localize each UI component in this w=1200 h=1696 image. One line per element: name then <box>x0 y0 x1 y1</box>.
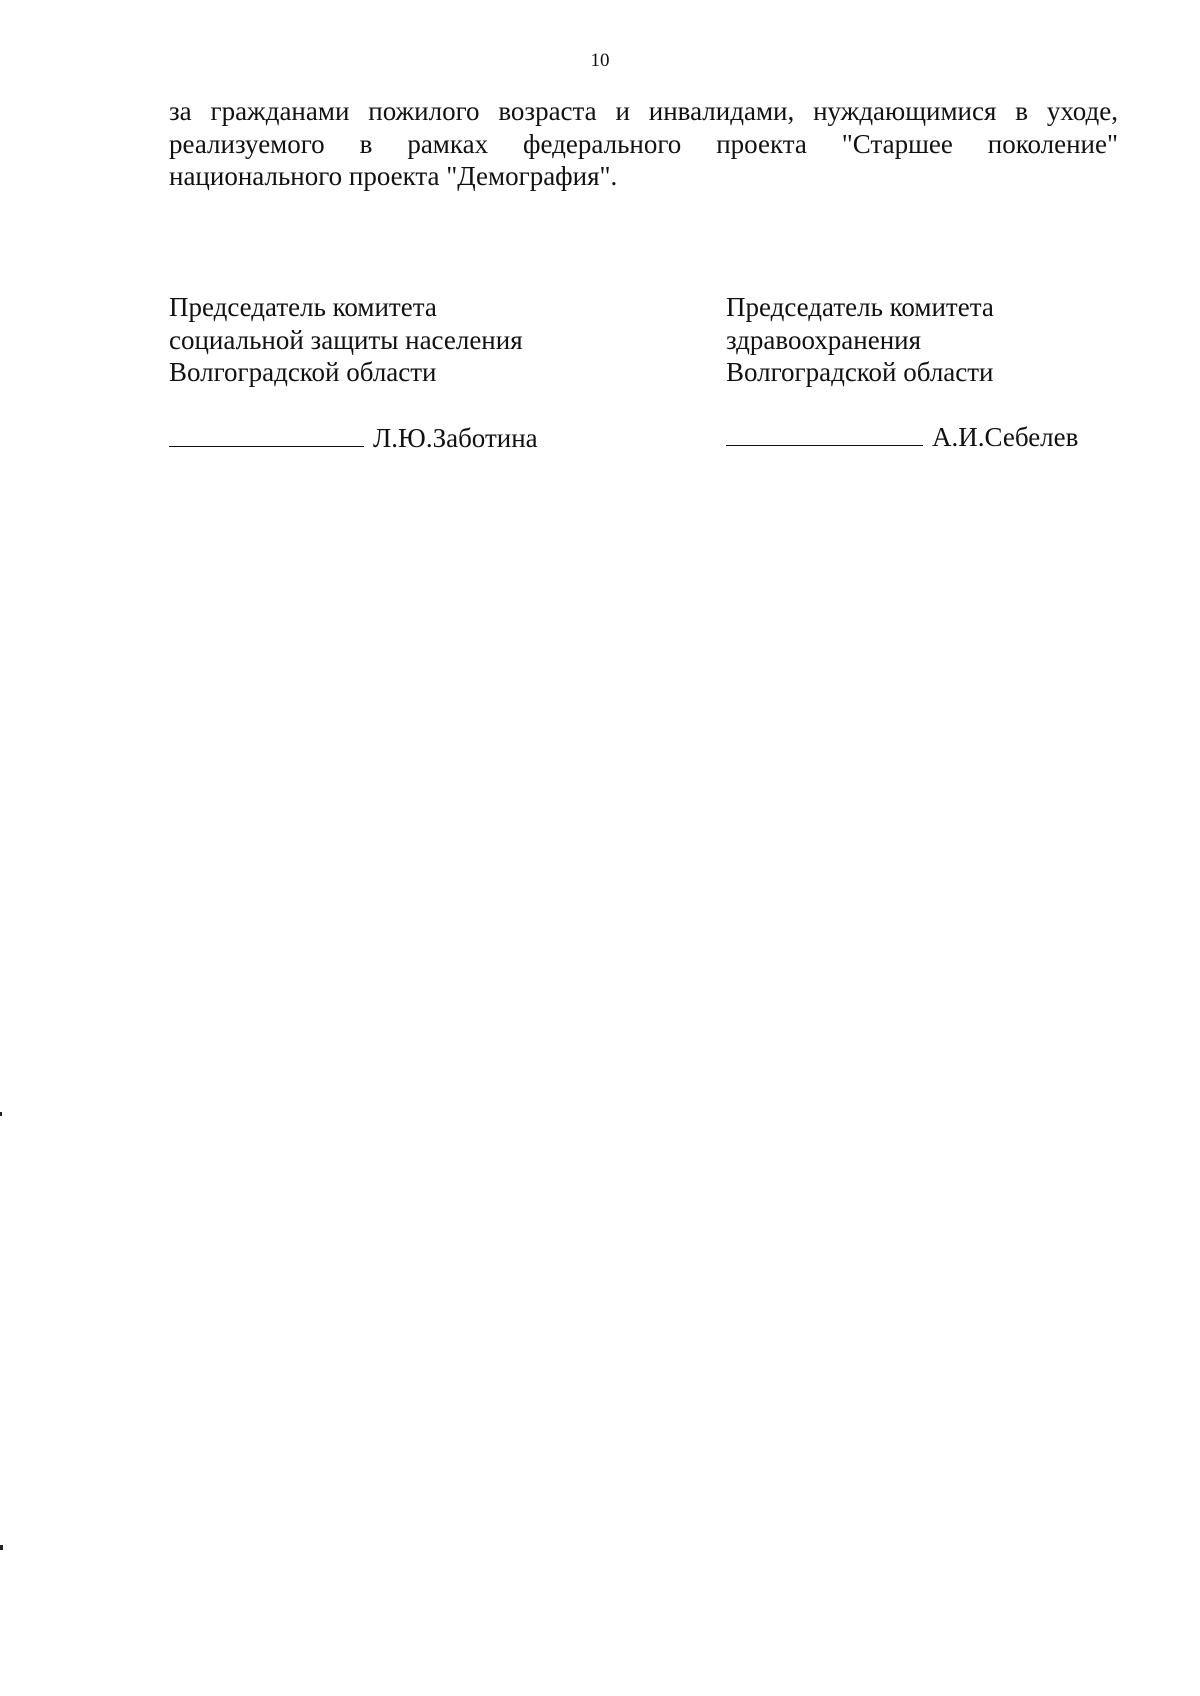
paragraph-line: реализуемого в рамках федерального проекта "Старшее поколение" <box>169 128 1118 159</box>
signatory-title-line: Волгоградской области <box>726 357 994 387</box>
signature-line-left <box>169 422 538 455</box>
signatory-title-line: здравоохранения <box>726 324 922 355</box>
signatory-title-line: социальной защиты населения <box>169 324 523 355</box>
signature-line-right <box>726 421 1078 454</box>
body-paragraph <box>169 95 1118 193</box>
signature-block-right <box>726 291 994 389</box>
scan-artifact <box>0 1112 2 1116</box>
page-number: 10 <box>590 50 610 71</box>
signatory-name: А.И.Себелев <box>932 422 1079 452</box>
signatory-name: Л.Ю.Заботина <box>373 423 538 453</box>
scan-artifact <box>0 1545 3 1550</box>
signatory-title-line: Волгоградской области <box>169 357 437 387</box>
signatory-title-line: Председатель комитета <box>726 292 994 322</box>
signature-block-left <box>169 291 523 389</box>
signature-rule <box>726 421 923 446</box>
paragraph-line: за гражданами пожилого возраста и инвалидами, нуждающимися в уходе, <box>169 96 1118 126</box>
signatory-title-line: Председатель комитета <box>169 292 437 322</box>
paragraph-line: национального проекта "Демография". <box>169 161 618 191</box>
signature-rule <box>169 422 364 447</box>
